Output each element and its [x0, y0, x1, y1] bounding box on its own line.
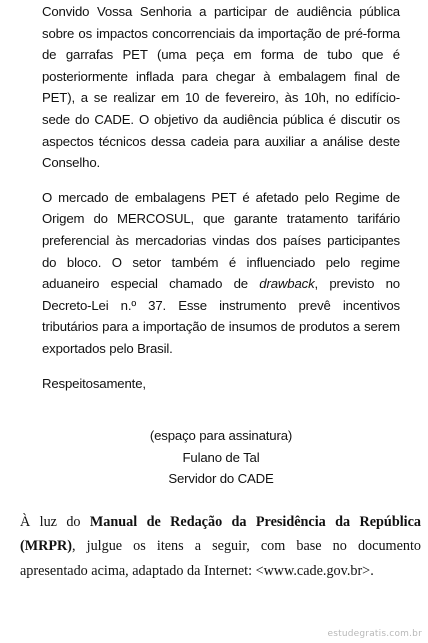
question-intro: À luz do [20, 514, 90, 530]
manual-title: Manual de Redação da Presidência da República (MRPR) [20, 514, 421, 555]
letter-paragraph-invitation: Convido Vossa Senhoria a participar de audiência pública sobre os impactos concorrenciais da importação de pré-forma de garrafas PET (uma peça em forma de tubo que é posteriormente inflada para chegar à embalagem final de PET), a se realizar em 10 de fevereiro, às 10h, no edifício-sede do CADE. O objetivo da audiência pública é discutir os aspectos técnicos dessa cadeia para auxiliar a análise deste Conselho. [42, 4, 400, 171]
letter-greeting: Respeitosamente, [42, 375, 146, 391]
paragraph-text-continued: , previsto no Decreto-Lei n.º 37. Esse instrumento prevê incentivos tributários para a importação de insumos de produtos a serem exportados pelo Brasil. [42, 276, 400, 356]
signer-role: Servidor do CADE [168, 471, 274, 487]
question-middle: , julgue os itens a seguir, com base no documento apresentado acima, adaptado da Internet: [20, 538, 421, 579]
drawback-term: drawback [259, 276, 315, 292]
signature-placeholder: (espaço para assinatura) [149, 428, 293, 444]
letter-body [42, 1, 400, 490]
site-watermark: estudegratis.com.br [327, 629, 422, 639]
question-statement [20, 510, 421, 583]
paragraph-text: O mercado de embalagens PET é afetado pelo Regime de Origem do MERCOSUL, que garante tratamento tarifário preferencial às mercadorias vindas dos países participantes do bloco. O setor também é influenciado pelo regime aduaneiro especial chamado de [42, 189, 400, 292]
signature-block [42, 425, 400, 490]
signer-name: Fulano de Tal [182, 449, 260, 465]
source-url: <www.cade.gov.br> [255, 562, 371, 579]
question-end: . [370, 562, 374, 579]
letter-paragraph-market [42, 187, 400, 360]
